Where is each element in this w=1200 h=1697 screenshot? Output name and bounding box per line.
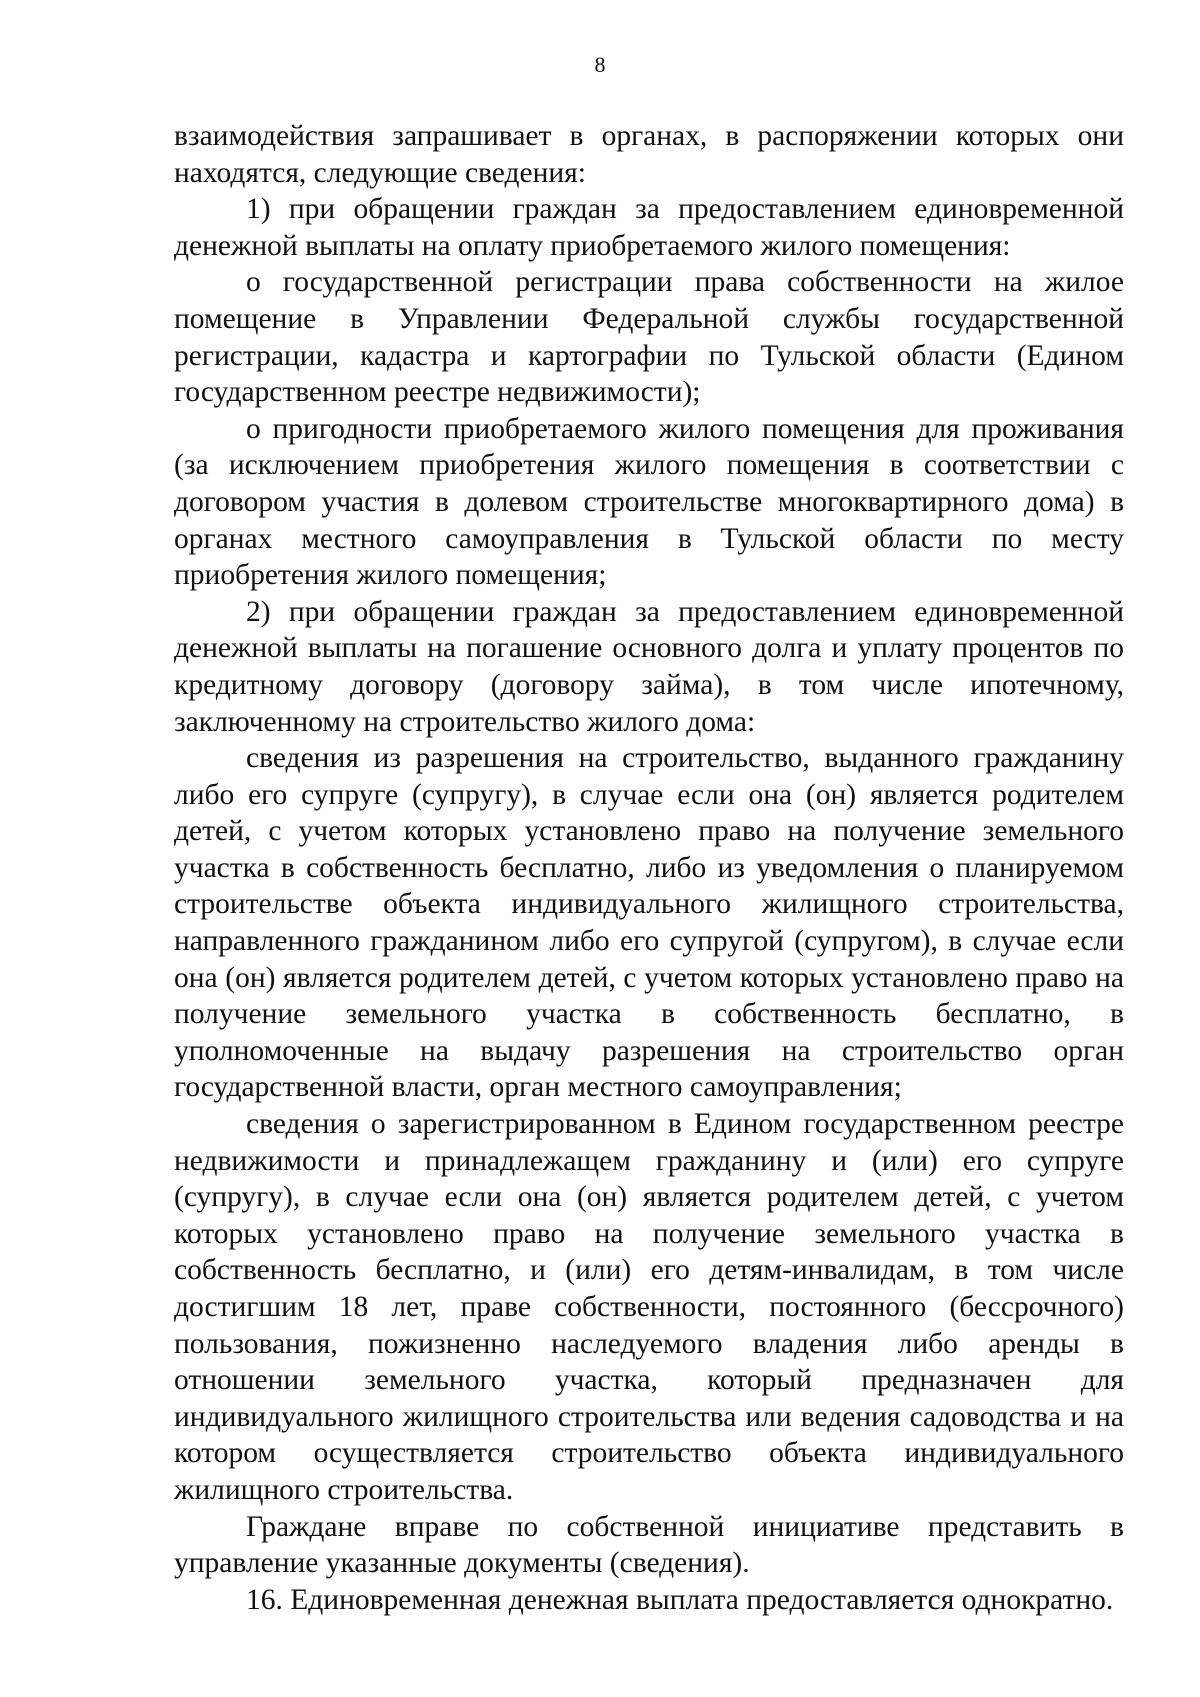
paragraph-housing-suitability: о пригодности приобретаемого жилого помещения для проживания (за исключением приобретения жилого помещения в соответствии с договором участия в долевом строительстве многоквартирного дома) в органах местного самоуправления в Тульской области по месту приобретения жилого помещения; xyxy=(174,412,1124,592)
paragraph-citizens-right: Граждане вправе по собственной инициативе представить в управление указанные документы (сведения). xyxy=(174,1510,1124,1580)
paragraph-item-1: 1) при обращении граждан за предоставлением единовременной денежной выплаты на оплату приобретаемого жилого помещения: xyxy=(174,193,1124,262)
paragraph-building-permit: сведения из разрешения на строительство, выданного гражданину либо его супруге (супругу), в случае если она (он) является родителем детей, с учетом которых установлено право на получение земельного участка в собственность бесплатно, либо из уведомления о планируемом строительстве объекта индивидуального жилищного строительства, направленного гражданином либо его супругой (супругом), в случае если она (он) является родителем детей, с учетом которых установлено право на получение земельного участка в собственность бесплатно, в уполномоченные на выдачу разрешения на строительство орган государственной власти, орган местного самоуправления; xyxy=(174,742,1124,1104)
paragraph-item-16: 16. Единовременная денежная выплата предоставляется однократно. xyxy=(246,1583,1114,1616)
page-number: 8 xyxy=(594,52,606,77)
paragraph-item-2: 2) при обращении граждан за предоставлением единовременной денежной выплаты на погашение основного долга и уплату процентов по кредитному договору (договору займа), в том числе ипотечному, заключенному на строительство жилого дома: xyxy=(174,595,1124,738)
document-body xyxy=(174,118,1124,1618)
paragraph-intro-continuation: взаимодействия запрашивает в органах, в распоряжении которых они находятся, следующие сведения: xyxy=(174,120,1124,189)
paragraph-land-registry: сведения о зарегистрированном в Едином государственном реестре недвижимости и принадлежащем гражданину и (или) его супруге (супругу), в случае если она (он) является родителем детей, с учетом которых установлено право на получение земельного участка в собственность бесплатно, и (или) его детям-инвалидам, в том числе достигшим 18 лет, праве собственности, постоянного (бессрочного) пользования, пожизненно наследуемого владения либо аренды в отношении земельного участка, который предназначен для индивидуального жилищного строительства или ведения садоводства и на котором осуществляется строительство объекта индивидуального жилищного строительства. xyxy=(174,1108,1124,1506)
paragraph-state-registration: о государственной регистрации права собственности на жилое помещение в Управлении Федеральной службы государственной регистрации, кадастра и картографии по Тульской области (Едином государственном реестре недвижимости); xyxy=(174,266,1124,409)
